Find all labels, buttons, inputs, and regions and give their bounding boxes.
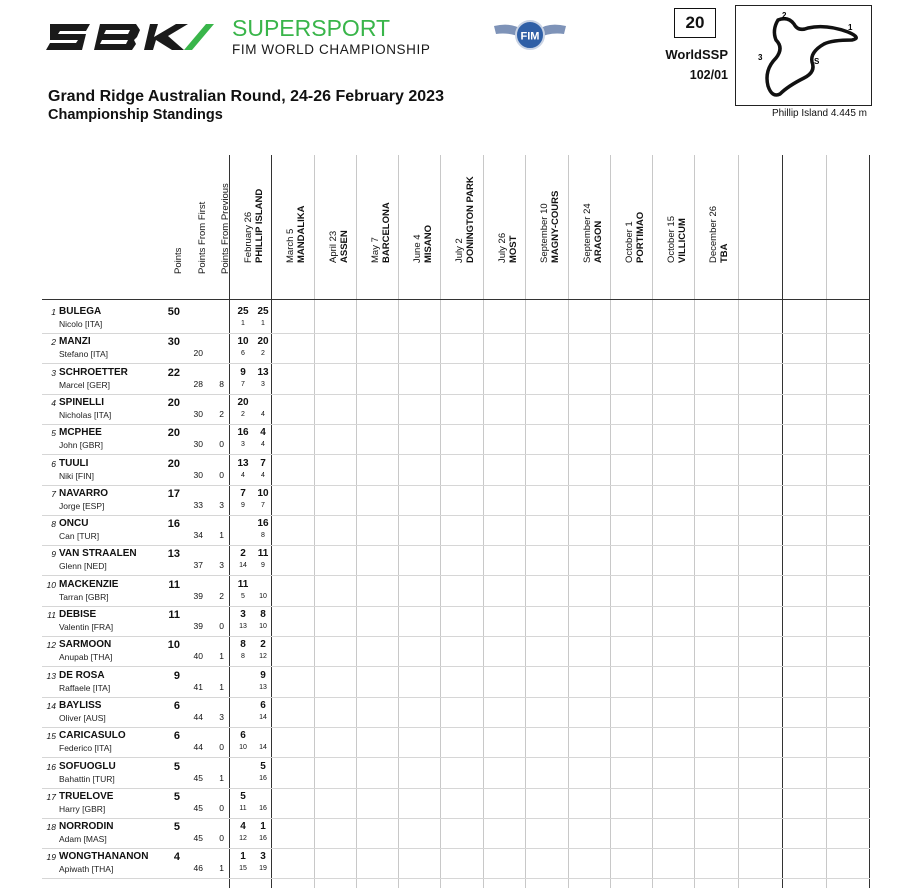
points-from-previous: 1: [219, 651, 224, 662]
rider-surname: NAVARRO: [59, 487, 109, 499]
points-from-previous: 1: [219, 863, 224, 874]
round-header-text: [539, 191, 561, 263]
round-header-text: [454, 176, 476, 263]
race1-points: 8: [240, 639, 246, 651]
document-code: 102/01: [689, 68, 728, 82]
round-header: [614, 155, 652, 295]
rider-firstname: Raffaele [ITA]: [59, 682, 111, 693]
round-venue: PHILLIP ISLAND: [254, 188, 265, 263]
rider-points: 5: [173, 760, 180, 773]
race2-position: 7: [261, 501, 265, 509]
points-from-first: 37: [193, 560, 203, 571]
race1-position: 15: [239, 865, 247, 873]
rider-points: 11: [168, 609, 180, 621]
round-header-text: [624, 212, 646, 263]
round-header-text: [582, 203, 604, 263]
rider-surname: SOFUOGLU: [59, 760, 116, 772]
race1-position: 12: [239, 835, 247, 843]
position: 10: [46, 579, 56, 590]
round-venue: MOST: [508, 235, 519, 263]
track-outline: [767, 19, 856, 95]
round-header: [656, 155, 694, 295]
race2-position: 14: [259, 713, 267, 721]
rider-firstname: Apiwath [THA]: [59, 864, 114, 875]
table-row: [42, 697, 870, 728]
race2-position: 16: [259, 774, 267, 782]
race2-position: 8: [261, 532, 265, 540]
rider-firstname: Adam [MAS]: [59, 834, 107, 845]
race1-position: 9: [241, 501, 245, 509]
points-from-first: 44: [193, 711, 203, 722]
rider-surname: MANZI: [59, 336, 91, 348]
points-from-first: 33: [193, 499, 203, 510]
round-date: March 5: [285, 228, 296, 263]
round-header-text: [412, 225, 434, 263]
round-header: [275, 155, 313, 295]
race1-position: 7: [241, 380, 245, 388]
points-from-previous: 3: [219, 711, 224, 722]
rider-firstname: Nicholas [ITA]: [59, 409, 112, 420]
points-from-previous: 8: [219, 378, 224, 389]
header-from-previous-label: Points From Previous: [219, 183, 231, 274]
rider-surname: MACKENZIE: [59, 578, 119, 590]
rider-firstname: Marcel [GER]: [59, 379, 111, 390]
rider-points: 20: [167, 396, 180, 409]
race2-points: 7: [260, 457, 266, 469]
round-date: December 26: [708, 205, 719, 263]
table-row: [42, 333, 870, 364]
round-header: [233, 155, 271, 295]
position: 12: [46, 640, 56, 651]
rider-points: 16: [167, 518, 180, 531]
race1-position: 4: [241, 471, 245, 479]
points-from-first: 41: [193, 681, 203, 692]
race2-position: 2: [261, 350, 265, 358]
race1-points: 13: [237, 457, 249, 469]
race1-position: 6: [241, 350, 245, 358]
round-date: April 23: [328, 230, 339, 263]
rider-points: 9: [173, 669, 180, 682]
points-from-previous: 1: [219, 530, 224, 541]
corner-1-label: 1: [848, 23, 853, 32]
rider-firstname: Oliver [AUS]: [59, 712, 106, 723]
race2-position: 9: [261, 562, 265, 570]
points-from-previous: 0: [219, 439, 224, 450]
race2-points: 16: [257, 518, 269, 530]
race2-position: 4: [261, 410, 265, 418]
rider-points: 13: [167, 548, 180, 561]
round-header-text: [666, 216, 688, 263]
header-from-first-label: Points From First: [197, 201, 208, 274]
rider-surname: BULEGA: [59, 306, 102, 317]
race2-points: 6: [260, 699, 266, 711]
round-venue: BARCELONA: [381, 202, 392, 263]
position: 17: [46, 791, 56, 802]
race2-position: 10: [259, 592, 267, 600]
round-header-text: [243, 189, 265, 263]
document-subtitle: Championship Standings: [48, 107, 223, 123]
rider-firstname: Can [TUR]: [59, 531, 100, 542]
race2-position: 16: [259, 835, 267, 843]
round-header: [529, 155, 567, 295]
rider-surname: DEBISE: [59, 609, 97, 620]
table-row: [42, 364, 870, 395]
points-from-first: 39: [193, 621, 203, 631]
points-from-first: 39: [193, 590, 203, 601]
rider-firstname: Harry [GBR]: [59, 803, 106, 814]
position: 7: [51, 488, 56, 499]
round-venue: PORTIMAO: [635, 211, 646, 263]
round-header: [444, 155, 482, 295]
race2-points: 4: [260, 427, 266, 439]
race2-points: 3: [260, 851, 266, 863]
race1-points: 10: [237, 336, 249, 348]
rider-points: 11: [168, 578, 180, 591]
rider-surname: BAYLISS: [59, 699, 102, 711]
position: 16: [46, 761, 56, 772]
race1-position: 13: [239, 623, 247, 630]
race2-points: 2: [260, 639, 266, 651]
corner-2-label: 2: [782, 11, 787, 20]
points-from-first: 30: [193, 439, 203, 450]
points-from-first: 44: [193, 742, 203, 753]
race1-points: 5: [240, 790, 246, 802]
race2-position: 1: [261, 320, 265, 327]
race2-position: 10: [259, 623, 267, 630]
rider-surname: SCHROETTER: [59, 366, 128, 378]
position: 11: [47, 610, 56, 620]
points-from-previous: 3: [219, 499, 224, 510]
points-from-previous: 0: [219, 621, 224, 631]
race2-points: 20: [257, 336, 269, 348]
points-from-first: 30: [193, 469, 203, 480]
round-number: 20: [674, 8, 716, 38]
points-from-previous: 2: [219, 408, 224, 419]
round-date: July 26: [497, 232, 508, 263]
rider-points: 4: [173, 851, 180, 864]
round-date: September 24: [582, 203, 593, 263]
points-from-previous: 0: [219, 833, 224, 844]
table-row: [42, 424, 870, 455]
race2-points: 9: [260, 669, 266, 681]
race1-position: 10: [239, 744, 247, 752]
corner-3-label: 3: [758, 53, 763, 62]
race2-position: 3: [261, 380, 265, 388]
points-from-first: 46: [193, 863, 203, 874]
position: 1: [51, 307, 56, 317]
rider-firstname: Federico [ITA]: [59, 743, 112, 754]
race2-points: 1: [260, 821, 266, 833]
standings-table: [42, 155, 870, 888]
race1-points: 1: [240, 851, 246, 863]
table-row: [42, 667, 870, 698]
fim-text: FIM: [520, 30, 540, 43]
track-caption: Phillip Island 4.445 m: [771, 108, 867, 119]
rider-firstname: Jorge [ESP]: [59, 500, 105, 511]
race2-position: 16: [259, 804, 267, 812]
race2-points: 5: [260, 760, 266, 772]
round-venue: MANDALIKA: [296, 205, 307, 263]
table-row: [42, 485, 870, 516]
position: 4: [51, 397, 56, 408]
rider-points: 10: [167, 639, 180, 652]
race1-points: 3: [240, 609, 246, 620]
rider-points: 5: [173, 821, 180, 834]
race1-position: 14: [239, 562, 247, 570]
round-venue: ARAGON: [593, 220, 604, 263]
fim-emblem: [492, 16, 568, 52]
round-date: September 10: [539, 203, 550, 263]
race1-points: 16: [237, 427, 249, 439]
points-from-first: 45: [193, 772, 203, 783]
rider-points: 20: [167, 457, 180, 470]
rider-surname: ONCU: [59, 518, 89, 530]
rider-points: 5: [173, 790, 180, 803]
position: 19: [46, 852, 56, 863]
rider-surname: CARICASULO: [59, 730, 126, 742]
rider-firstname: Glenn [NED]: [59, 561, 107, 572]
rider-firstname: Niki [FIN]: [59, 470, 94, 481]
rider-surname: NORRODIN: [59, 821, 114, 833]
position: 2: [51, 337, 56, 348]
rider-firstname: Stefano [ITA]: [59, 349, 108, 360]
class-label: WorldSSP: [665, 47, 728, 62]
race1-points: 20: [237, 396, 249, 408]
table-row: [42, 303, 870, 334]
points-from-first: 45: [193, 802, 203, 813]
position: 14: [46, 700, 56, 711]
points-from-previous: 0: [219, 802, 224, 813]
race2-points: 13: [257, 366, 269, 378]
race1-position: 1: [241, 320, 245, 327]
table-row: [42, 788, 870, 819]
rider-points: 6: [173, 699, 180, 712]
race1-position: 11: [239, 804, 247, 812]
start-label: S: [814, 57, 820, 66]
rider-firstname: Nicolo [ITA]: [59, 319, 103, 329]
race2-position: 4: [261, 471, 265, 479]
table-row: [42, 515, 870, 546]
round-date: June 4: [412, 234, 423, 263]
race2-position: 4: [261, 441, 265, 449]
rider-surname: VAN STRAALEN: [59, 548, 137, 560]
rider-points: 22: [167, 366, 180, 379]
points-from-first: 28: [193, 378, 203, 389]
rider-firstname: Valentin [FRA]: [59, 622, 114, 632]
round-venue: ASSEN: [339, 230, 350, 263]
race1-position: 2: [241, 410, 245, 418]
points-from-first: 20: [193, 348, 203, 359]
race2-points: 10: [257, 487, 269, 499]
table-row: [42, 727, 870, 758]
points-from-first: 34: [193, 530, 203, 541]
track-map: [735, 5, 872, 106]
table-row: [42, 545, 870, 576]
round-date: July 2: [454, 238, 465, 263]
header-points-label: Points: [172, 247, 184, 274]
table-row: [42, 848, 870, 879]
rider-points: 6: [173, 730, 180, 743]
rider-points: 30: [167, 336, 180, 349]
rider-surname: SARMOON: [59, 639, 112, 651]
race1-points: 9: [240, 366, 246, 378]
race1-position: 3: [241, 441, 245, 449]
round-header: [487, 155, 525, 295]
position: 13: [46, 670, 56, 681]
position: 8: [51, 519, 56, 530]
rider-firstname: John [GBR]: [59, 440, 103, 451]
race2-position: 14: [259, 744, 267, 752]
points-from-previous: 1: [219, 681, 224, 692]
round-venue: DONINGTON PARK: [465, 176, 476, 263]
round-date: February 26: [243, 211, 254, 263]
round-date: October 15: [666, 216, 677, 263]
race1-points: 25: [237, 306, 249, 317]
table-row: [42, 606, 870, 637]
rider-surname: SPINELLI: [59, 396, 105, 408]
sbk-supersport-logo: [46, 14, 456, 60]
position: 5: [51, 428, 56, 439]
round-venue: VILLICUM: [677, 218, 688, 263]
race1-position: 8: [241, 653, 245, 661]
track-layout: [736, 6, 871, 105]
table-row: [42, 818, 870, 849]
rider-firstname: Bahattin [TUR]: [59, 773, 115, 784]
points-from-previous: 0: [219, 742, 224, 753]
race1-points: 4: [240, 821, 246, 833]
round-header-text: [497, 233, 519, 263]
race2-points: 11: [257, 548, 269, 560]
rider-points: 20: [167, 427, 180, 440]
race2-points: 25: [257, 306, 269, 317]
round-header: [698, 155, 736, 295]
race2-points: 8: [260, 609, 266, 620]
table-row: [42, 394, 870, 425]
points-from-first: 30: [193, 408, 203, 419]
race2-position: 19: [259, 865, 267, 873]
race1-position: 5: [241, 592, 245, 600]
round-date: October 1: [624, 221, 635, 263]
race1-points: 11: [237, 578, 249, 590]
rider-points: 50: [167, 306, 180, 318]
rider-surname: TUULI: [59, 457, 89, 469]
position: 15: [46, 731, 56, 742]
points-from-previous: 3: [219, 560, 224, 571]
rider-surname: DE ROSA: [59, 669, 105, 681]
sbk-mark: [46, 24, 214, 50]
header-separator: [42, 299, 870, 300]
round-venue: MISANO: [423, 225, 434, 263]
round-venue: MAGNY-COURS: [550, 190, 561, 263]
header-points: [160, 155, 185, 295]
round-header: [360, 155, 398, 295]
rider-surname: WONGTHANANON: [59, 851, 149, 863]
round-date: May 7: [370, 237, 381, 263]
position: 9: [51, 549, 56, 560]
header-from-previous: [209, 155, 230, 295]
points-from-first: 45: [193, 833, 203, 844]
round-header: [318, 155, 356, 295]
round-header: [572, 155, 610, 295]
round-header-text: [285, 205, 307, 263]
position: 6: [51, 458, 56, 469]
rider-firstname: Tarran [GBR]: [59, 591, 109, 602]
header-from-first: [185, 155, 209, 295]
points-from-first: 40: [193, 651, 203, 662]
race2-position: 12: [259, 653, 267, 661]
points-from-previous: 1: [219, 772, 224, 783]
round-venue: TBA: [719, 243, 730, 263]
race1-points: 6: [240, 730, 246, 742]
table-row: [42, 636, 870, 667]
table-row: [42, 758, 870, 789]
rider-surname: MCPHEE: [59, 427, 102, 439]
round-header-text: [328, 230, 350, 263]
series-subtitle: FIM WORLD CHAMPIONSHIP: [232, 42, 431, 57]
round-header-text: [708, 206, 730, 263]
rider-firstname: Anupab [THA]: [59, 652, 113, 663]
round-header-text: [370, 202, 392, 263]
position: 18: [46, 822, 56, 833]
points-from-previous: 0: [219, 469, 224, 480]
race2-position: 13: [259, 683, 267, 691]
round-header: [402, 155, 440, 295]
table-row: [42, 576, 870, 607]
position: 3: [51, 367, 56, 378]
event-title: Grand Ridge Australian Round, 24-26 February 2023: [48, 88, 444, 105]
race1-points: 2: [240, 548, 246, 560]
points-from-previous: 2: [219, 590, 224, 601]
table-row: [42, 455, 870, 486]
race1-points: 7: [240, 487, 246, 499]
rider-points: 17: [167, 487, 180, 500]
rider-surname: TRUELOVE: [59, 790, 114, 802]
series-name: SUPERSPORT: [232, 15, 391, 41]
